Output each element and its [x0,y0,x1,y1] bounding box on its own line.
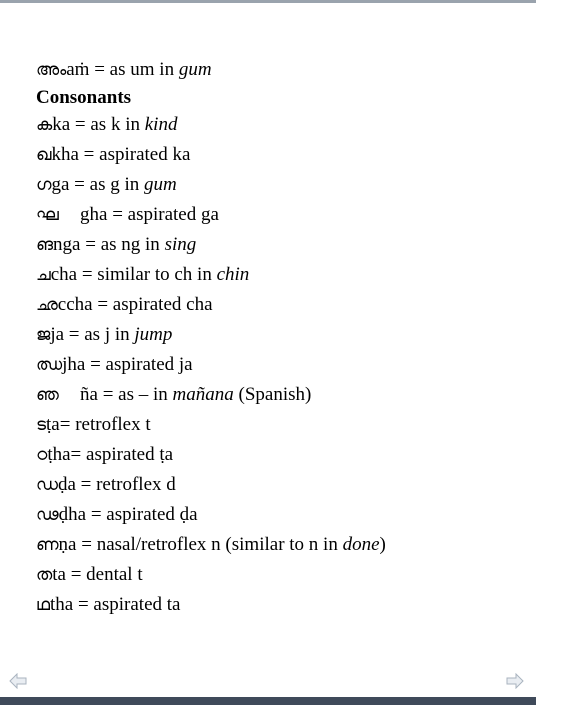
example-word: chin [216,264,250,285]
description: = aspirated ḍa [86,504,198,525]
malayalam-glyph: ത [36,565,53,585]
transliteration: ṭa [46,414,60,435]
transliteration: ta [52,564,66,585]
transliteration: cha [50,264,78,285]
malayalam-glyph: ജ [36,325,51,345]
line-jha [36,350,386,380]
description: = retroflex t [59,414,151,435]
example-word: gum [178,59,212,80]
example-word: sing [164,234,197,255]
malayalam-glyph: ഡ [36,475,58,495]
line-nya [36,380,386,410]
description-suffix: (Spanish) [233,384,312,405]
malayalam-glyph: ഝ [36,355,63,375]
transliteration: ja [50,324,65,345]
malayalam-glyph: ങ [36,235,54,255]
malayalam-glyph: ഛ [36,295,58,315]
malayalam-glyph: ഘ [36,205,59,225]
line-ddha [36,500,386,530]
arrow-left-icon[interactable] [9,673,27,689]
transliteration: jha [62,354,86,375]
transliteration: gha [80,204,108,225]
line-ta [36,560,386,590]
description: = aspirated ga [107,204,219,225]
line-ka [36,110,386,140]
transliteration: ḍha [58,504,87,525]
example-word: mañana [172,384,234,405]
malayalam-glyph: ഗ [36,175,52,195]
description: = as um in [89,59,179,80]
transliteration: nga [53,234,81,255]
line-tha [36,590,386,620]
transliteration: aṁ [66,59,90,80]
line-ccha [36,290,386,320]
transliteration: ga [51,174,70,195]
malayalam-glyph: ട [36,415,47,435]
line-ga [36,170,386,200]
bottom-border [0,697,536,705]
arrow-right-icon[interactable] [506,673,524,689]
line-nga [36,230,386,260]
example-word: kind [144,114,178,135]
transliteration: ka [52,114,71,135]
malayalam-glyph: ഖ [36,145,52,165]
line-ja [36,320,386,350]
description: = retroflex d [75,474,176,495]
description-suffix: ) [379,534,386,555]
description: = as – in [97,384,173,405]
example-word: gum [144,174,177,195]
malayalam-glyph: അം [36,60,67,80]
malayalam-glyph: ഠ [36,445,48,465]
transliteration: ṭha [47,444,71,465]
description: = dental t [65,564,143,585]
line-dda [36,470,386,500]
example-word: done [342,534,380,555]
malayalam-glyph: ഢ [36,505,59,525]
description: = aspirated ja [85,354,193,375]
right-margin [536,0,568,705]
malayalam-glyph: ഞ [36,385,59,405]
line-cha [36,260,386,290]
section-heading: Consonants [36,87,132,108]
description: = as g in [69,174,144,195]
malayalam-glyph: ച [36,265,51,285]
description: = as j in [64,324,135,345]
description: = similar to ch in [77,264,217,285]
line-ttha [36,440,386,470]
description: = aspirated ta [73,594,181,615]
malayalam-glyph: ഥ [36,595,50,615]
transliteration: ṇa [58,534,77,555]
malayalam-glyph: ണ [36,535,59,555]
line-nna [36,530,386,560]
description: = aspirated cha [92,294,213,315]
malayalam-glyph: ക [36,115,53,135]
document-page [0,3,536,697]
content [36,55,386,620]
description: = as ng in [80,234,165,255]
description: = aspirated ṭa [70,444,174,465]
description: = aspirated ka [78,144,191,165]
line-kha [36,140,386,170]
transliteration: kha [51,144,79,165]
transliteration: ña [80,384,98,405]
transliteration: ccha [57,294,93,315]
transliteration: tha [50,594,74,615]
line-am [36,55,386,85]
example-word: jump [134,324,173,345]
description: = as k in [70,114,145,135]
description: = nasal/retroflex n (similar to n in [76,534,343,555]
line-tta [36,410,386,440]
line-gha [36,200,386,230]
transliteration: ḍa [57,474,76,495]
